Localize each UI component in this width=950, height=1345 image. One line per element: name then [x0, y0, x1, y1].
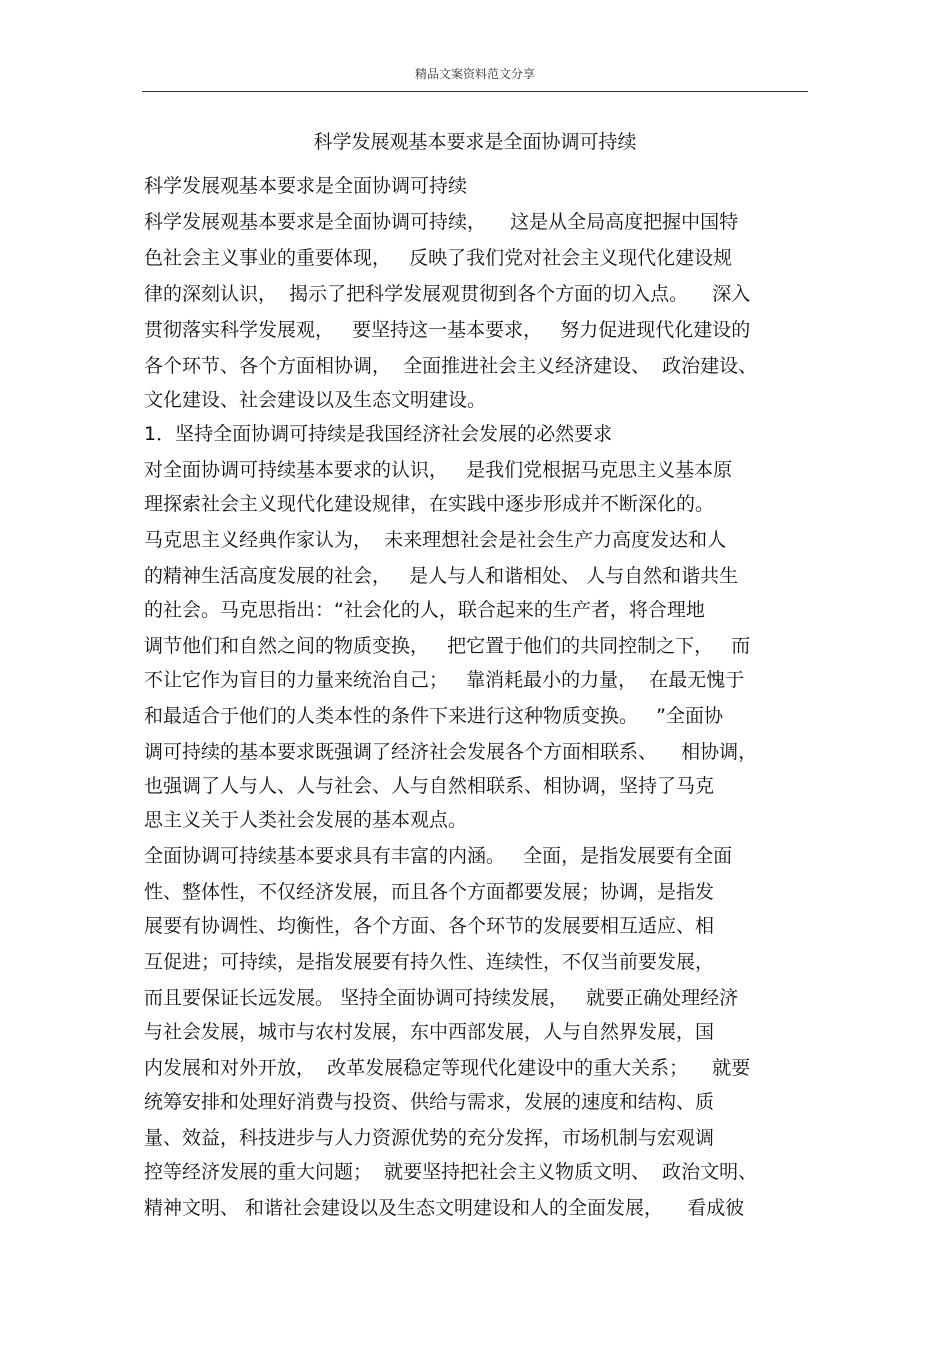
body-line: 各个环节、各个方面相协调， 全面推进社会主义经济建设、 政治建设、 [144, 355, 758, 377]
body-line: 全面协调可持续基本要求具有丰富的内涵。 全面，是指发展要有全面 [144, 845, 733, 867]
body-line: 与社会发展，城市与农村发展，东中西部发展，人与自然界发展，国 [144, 1021, 715, 1043]
body-line: 也强调了人与人、人与社会、人与自然相联系、相协调，坚持了马克 [144, 775, 715, 797]
body-line: 而且要保证长远发展。 坚持全面协调可持续发展， 就要正确处理经济 [144, 987, 739, 1009]
body-line: 互促进；可持续，是指发展要有持久性、连续性，不仅当前要发展， [144, 951, 715, 973]
body-line: 色社会主义事业的重要体现， 反映了我们党对社会主义现代化建设规 [144, 247, 733, 269]
body-line: 展要有协调性、均衡性，各个方面、各个环节的发展要相互适应、相 [144, 915, 715, 937]
body-line: 的社会。马克思指出：“社会化的人，联合起来的生产者，将合理地 [144, 599, 705, 621]
body-line: 的精神生活高度发展的社会， 是人与人和谐相处、 人与自然和谐共生 [144, 565, 739, 587]
header-divider [142, 91, 808, 92]
body-line: 科学发展观基本要求是全面协调可持续， 这是从全局高度把握中国特 [144, 211, 739, 233]
body-line: 量、效益，科技进步与人力资源优势的充分发挥，市场机制与宏观调 [144, 1127, 715, 1149]
section-heading: 1．坚持全面协调可持续是我国经济社会发展的必然要求 [144, 423, 613, 445]
body-line: 调可持续的基本要求既强调了经济社会发展各个方面相联系、 相协调， [144, 741, 758, 763]
body-line: 内发展和对外开放， 改革发展稳定等现代化建设中的重大关系； 就要 [144, 1057, 751, 1079]
body-line: 控等经济发展的重大问题； 就要坚持把社会主义物质文明、 政治文明、 [144, 1161, 758, 1183]
body-line: 统筹安排和处理好消费与投资、供给与需求，发展的速度和结构、质 [144, 1091, 715, 1113]
body-line: 精神文明、 和谐社会建设以及生态文明建设和人的全面发展， 看成彼 [144, 1197, 745, 1219]
body-line: 不让它作为盲目的力量来统治自己； 靠消耗最小的力量， 在最无愧于 [144, 669, 745, 691]
body-line: 和最适合于他们的人类本性的条件下来进行这种物质变换。 ”全面协 [144, 705, 723, 727]
body-line: 贯彻落实科学发展观， 要坚持这一基本要求， 努力促进现代化建设的 [144, 319, 751, 341]
body-line: 调节他们和自然之间的物质变换， 把它置于他们的共同控制之下， 而 [144, 635, 751, 657]
body-line: 马克思主义经典作家认为， 未来理想社会是社会生产力高度发达和人 [144, 529, 727, 551]
body-line: 理探索社会主义现代化建设规律，在实践中逐步形成并不断深化的。 [144, 493, 715, 515]
body-line: 文化建设、社会建设以及生态文明建设。 [144, 389, 487, 411]
body-line: 对全面协调可持续基本要求的认识， 是我们党根据马克思主义基本原 [144, 459, 733, 481]
document-title: 科学发展观基本要求是全面协调可持续 [313, 131, 637, 153]
body-line: 律的深刻认识， 揭示了把科学发展观贯彻到各个方面的切入点。 深入 [144, 283, 751, 305]
header-text: 精品文案资料范文分享 [414, 67, 535, 81]
body-line: 科学发展观基本要求是全面协调可持续 [144, 175, 468, 197]
body-line: 思主义关于人类社会发展的基本观点。 [144, 809, 468, 831]
body-line: 性、整体性，不仅经济发展，而且各个方面都要发展；协调，是指发 [144, 881, 715, 903]
